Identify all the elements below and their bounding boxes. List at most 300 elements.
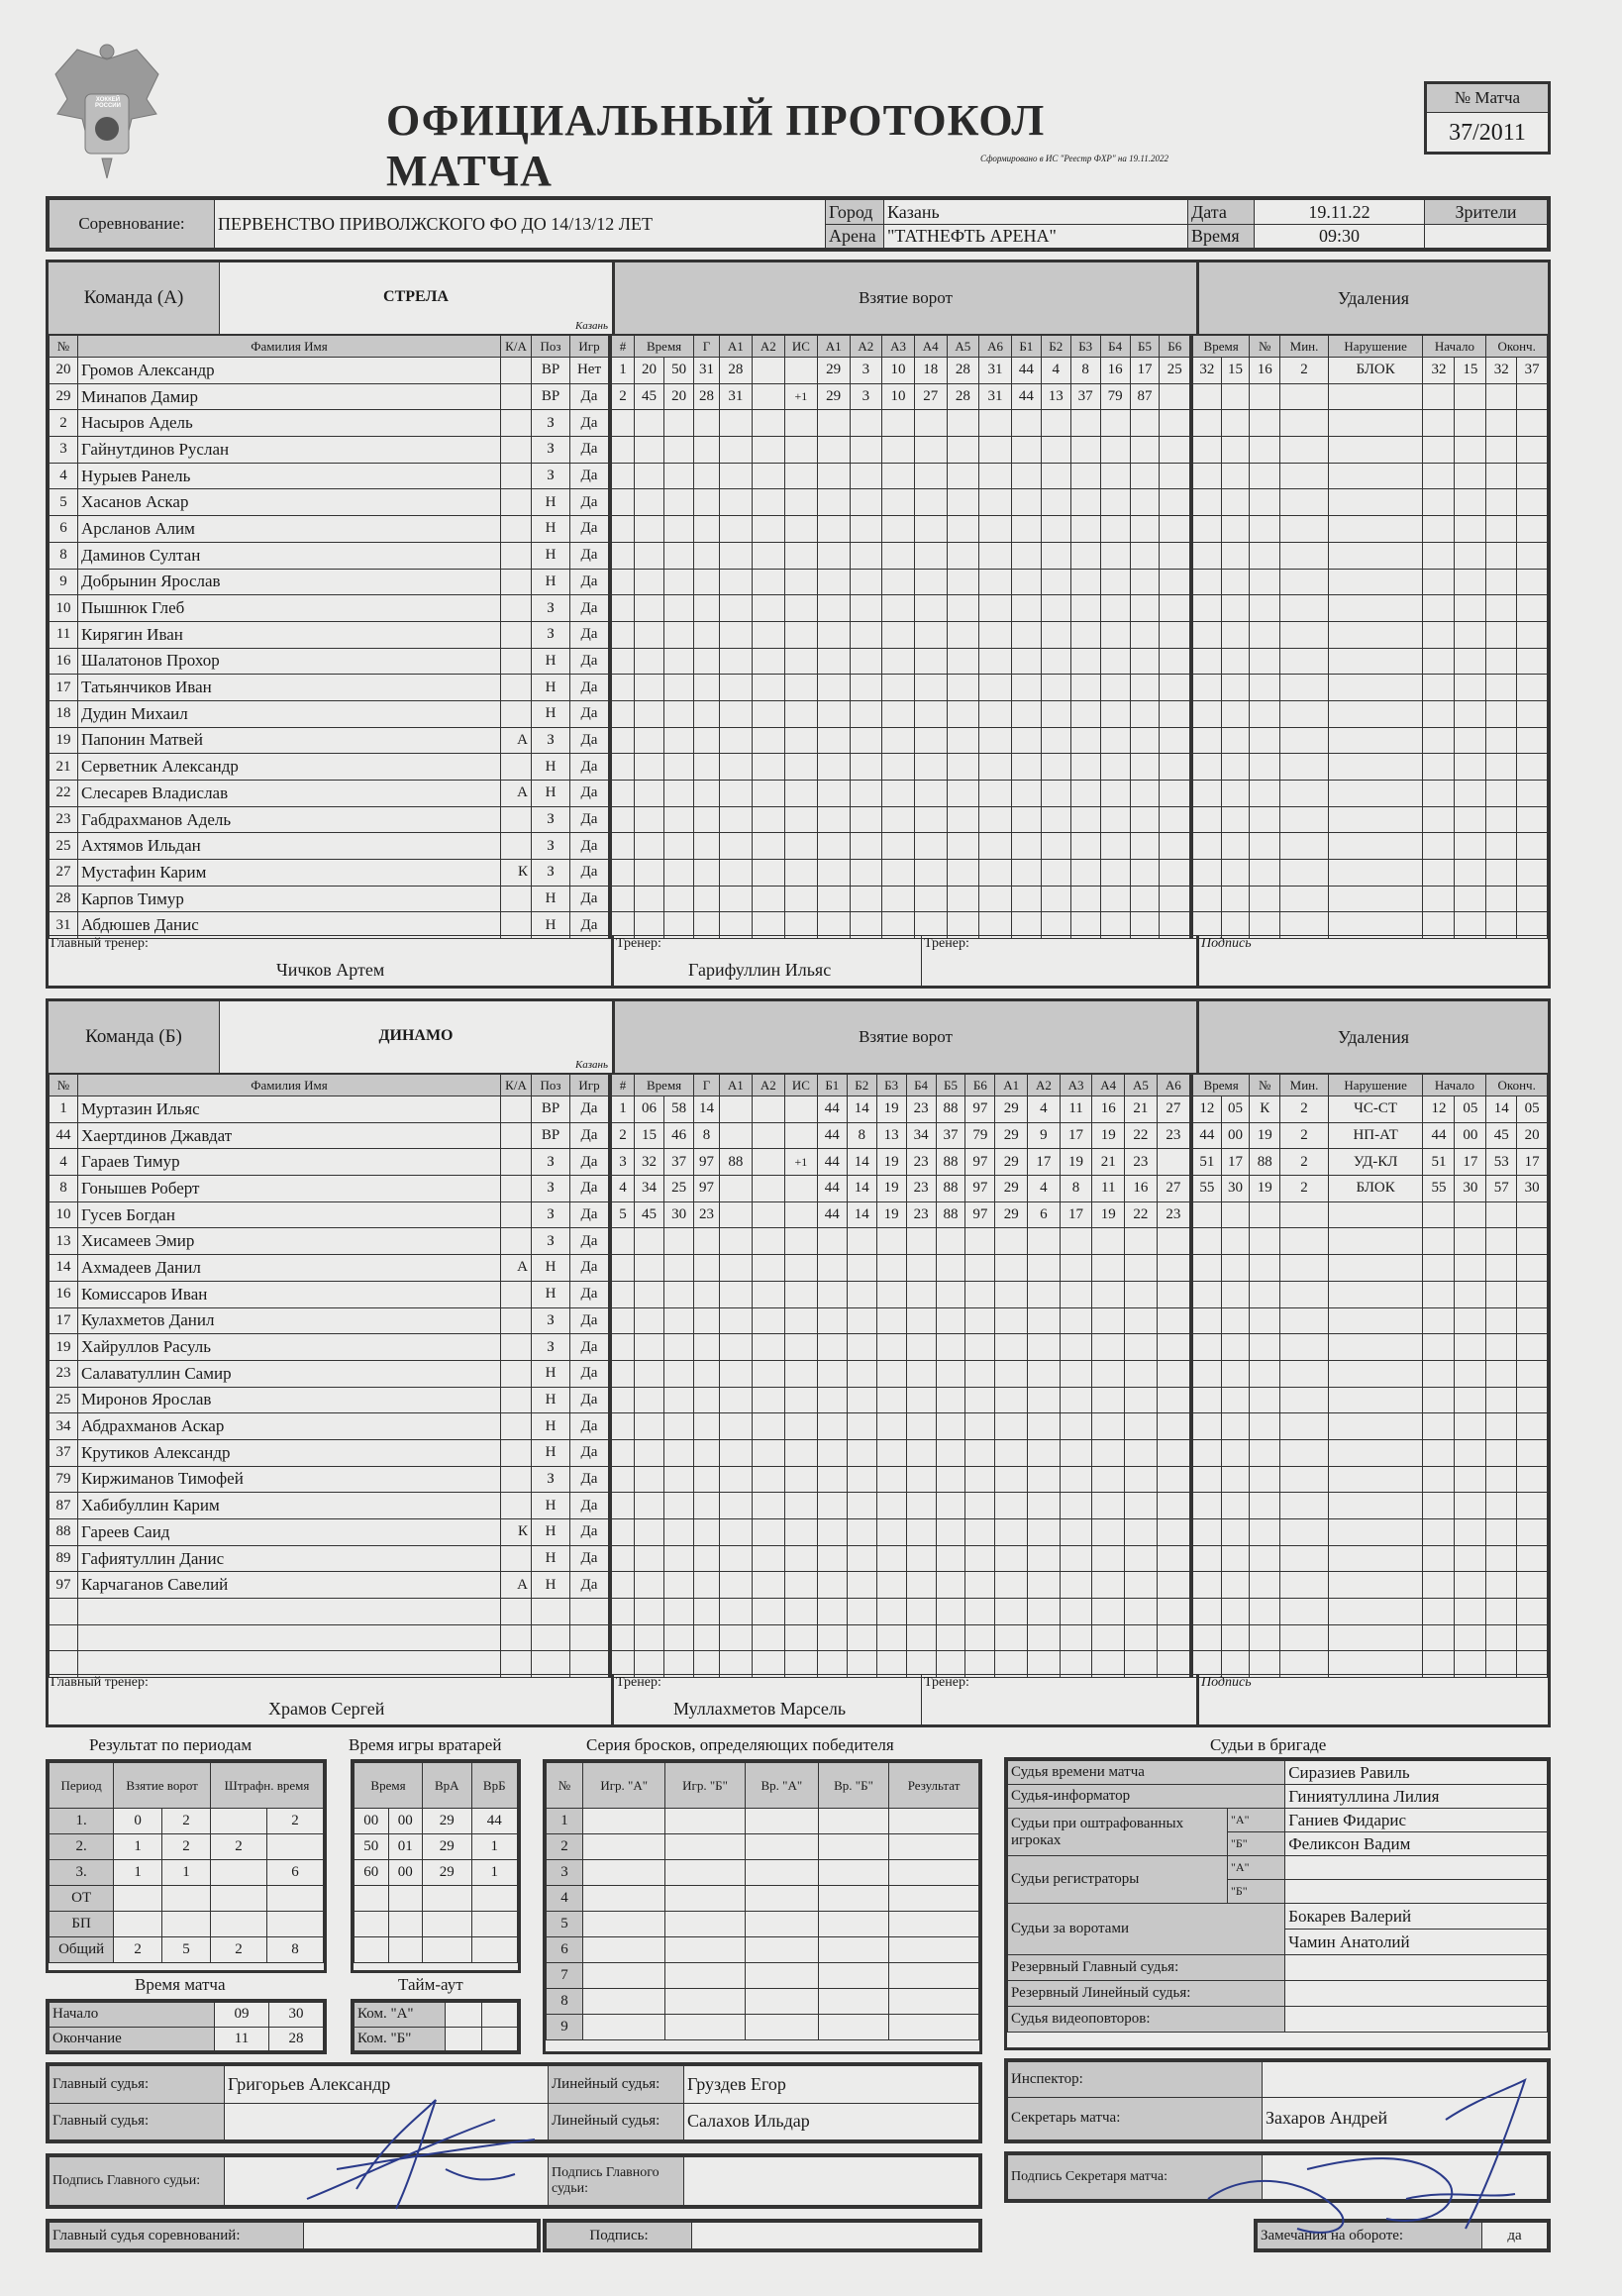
cell: 19 (876, 1176, 906, 1202)
player-row (50, 781, 610, 807)
column-header: Время (1193, 336, 1250, 358)
cell: 9 (1028, 1122, 1061, 1149)
penalty-row (1193, 1307, 1548, 1334)
generated-note: Сформировано в ИС "Реестр ФХР" на 19.11.2022 (980, 154, 1168, 163)
goal-row (612, 1545, 1191, 1572)
cell: Да (570, 1201, 610, 1228)
cell (501, 463, 532, 489)
cell (501, 595, 532, 622)
timeout-title: Тайм-аут (398, 1975, 463, 1994)
cell (501, 1466, 532, 1493)
cell (471, 1912, 518, 1937)
goal-row (612, 569, 1191, 595)
column-header: Б4 (1100, 336, 1130, 358)
cell: 14 (694, 1096, 720, 1123)
goal-judges-label: Судьи за воротами (1008, 1904, 1285, 1955)
cell: 88 (936, 1176, 965, 1202)
cell (501, 542, 532, 569)
cell: Да (570, 595, 610, 622)
cell: Да (570, 648, 610, 675)
penalty-row (1193, 1255, 1548, 1282)
column-header: ВрА (423, 1763, 472, 1809)
penalty-row (1193, 1281, 1548, 1307)
cell: Хаертдинов Джавдат (78, 1122, 501, 1149)
tag-b: "Б" (1228, 1832, 1285, 1856)
team-a-coach (614, 936, 922, 986)
goal-row (612, 410, 1191, 437)
cell: 00 (1221, 1122, 1250, 1149)
cell: Хабибуллин Карим (78, 1493, 501, 1519)
cell: 32 (1193, 358, 1222, 384)
penalty-row (1193, 1176, 1548, 1202)
cell: Да (570, 860, 610, 887)
cell: 2 (1280, 1096, 1329, 1123)
match-number-box (1424, 81, 1551, 155)
line-ref-label: Линейный судья: (549, 2066, 684, 2104)
column-header: Мин. (1280, 336, 1329, 358)
cell: Н (532, 1493, 570, 1519)
column-header: Оконч. (1486, 336, 1548, 358)
goal-row (612, 860, 1191, 887)
cell: 16 (1125, 1176, 1158, 1202)
cell: 97 (965, 1201, 995, 1228)
head-coach-label: Главный тренер: (51, 1675, 149, 1690)
main-ref-label: Главный судья: (50, 2103, 225, 2140)
match-number: 37/2011 (1449, 120, 1526, 146)
column-header: А5 (947, 336, 979, 358)
cell: 79 (1100, 383, 1130, 410)
cell: Хасанов Аскар (78, 489, 501, 516)
cell: 1 (471, 1860, 518, 1886)
cell (1157, 1149, 1190, 1176)
team-a-name: СТРЕЛА (383, 288, 449, 305)
cell: +1 (784, 383, 817, 410)
player-row (50, 886, 610, 912)
cell: 00 (355, 1809, 389, 1834)
cell: 88 (936, 1201, 965, 1228)
cell: Пышнюк Глеб (78, 595, 501, 622)
column-header: Результат (889, 1763, 979, 1809)
logo-text: ХОККЕЙ РОССИИ (95, 97, 121, 109)
cell: 37 (936, 1122, 965, 1149)
cell: 15 (1455, 358, 1486, 384)
cell (501, 569, 532, 595)
penalty-row (1193, 595, 1548, 622)
player-row (50, 1255, 610, 1282)
arena-label: Арена (826, 225, 884, 249)
cell (784, 358, 817, 384)
penalty-row (1193, 727, 1548, 754)
cell (501, 1176, 532, 1202)
cell: 51 (1193, 1149, 1222, 1176)
cell: 4 (50, 1149, 78, 1176)
cell: 29 (995, 1122, 1028, 1149)
cell: 44 (1011, 383, 1041, 410)
player-row (50, 1149, 610, 1176)
cell: 97 (694, 1176, 720, 1202)
player-row (50, 1413, 610, 1440)
cell: 1 (612, 1096, 635, 1123)
cell: Нет (570, 358, 610, 384)
cell: ОТ (50, 1886, 114, 1912)
cell: 44 (50, 1122, 78, 1149)
column-header: Вр. "А" (745, 1763, 818, 1809)
cell: 51 (1423, 1149, 1455, 1176)
team-a-signature (1199, 936, 1548, 986)
cell: 8 (547, 1989, 583, 2015)
competition-label: Соревнование: (50, 200, 215, 249)
cell: Салаватуллин Самир (78, 1360, 501, 1387)
player-row (50, 700, 610, 727)
cell: 5 (612, 1201, 635, 1228)
cell: 88 (936, 1149, 965, 1176)
cell (355, 1912, 389, 1937)
column-header: Г (694, 1075, 720, 1096)
cell: 44 (817, 1096, 847, 1123)
penalty-row (1193, 569, 1548, 595)
column-header: А6 (1157, 1075, 1190, 1096)
cell: Папонин Матвей (78, 727, 501, 754)
cell (501, 1387, 532, 1413)
goal-row (612, 886, 1191, 912)
cell: Абдрахманов Аскар (78, 1413, 501, 1440)
column-header: Фамилия Имя (78, 1075, 501, 1096)
cell: 23 (906, 1201, 936, 1228)
fhr-logo (48, 40, 166, 188)
goal-row (612, 1519, 1191, 1546)
cell: З (532, 1334, 570, 1361)
cell: Да (570, 1493, 610, 1519)
goalie-row (355, 1860, 518, 1886)
cell: 20 (50, 358, 78, 384)
penalty-row (1193, 1334, 1548, 1361)
start-label: Начало (50, 2003, 215, 2028)
cell (1160, 383, 1191, 410)
goal-row (612, 1360, 1191, 1387)
cell: 16 (1100, 358, 1130, 384)
column-header: А4 (914, 336, 947, 358)
player-row (50, 1599, 610, 1625)
goal-row (612, 1122, 1191, 1149)
cell: БЛОК (1328, 1176, 1423, 1202)
goal-judge-2: Чамин Анатолий (1285, 1930, 1548, 1955)
cell (752, 1122, 784, 1149)
cell: 88 (1250, 1149, 1280, 1176)
cell: 17 (1517, 1149, 1548, 1176)
team-b-coach-2 (922, 1675, 1199, 1724)
column-header: А5 (1125, 1075, 1158, 1096)
goal-row (612, 700, 1191, 727)
cell: Да (570, 754, 610, 781)
cell: Дудин Михаил (78, 700, 501, 727)
cell: З (532, 1307, 570, 1334)
cell: Ахтямов Ильдан (78, 833, 501, 860)
cell: 23 (906, 1096, 936, 1123)
cell (501, 1493, 532, 1519)
cell: 4 (1041, 358, 1070, 384)
cell: Да (570, 410, 610, 437)
sig-main-label: Подпись Главного судьи: (50, 2157, 225, 2206)
cell: 4 (50, 463, 78, 489)
cell: Да (570, 489, 610, 516)
cell: Абдюшев Данис (78, 912, 501, 939)
cell: 2 (1280, 358, 1329, 384)
goalie-row (355, 1912, 518, 1937)
cell: Насыров Адель (78, 410, 501, 437)
column-header: Б1 (1011, 336, 1041, 358)
goalie-time-box (351, 1759, 521, 1973)
cell: 18 (914, 358, 947, 384)
cell: А (501, 1572, 532, 1599)
player-row (50, 806, 610, 833)
team-b-signature (1199, 1675, 1548, 1724)
goalie-row (355, 1886, 518, 1912)
cell: 44 (471, 1809, 518, 1834)
cell: Крутиков Александр (78, 1439, 501, 1466)
cell: 44 (1423, 1122, 1455, 1149)
penalty-row (1193, 437, 1548, 464)
sign-label: Подпись: (547, 2223, 692, 2249)
start-hour: 09 (215, 2003, 269, 2028)
penalty-row (1193, 542, 1548, 569)
cell: 00 (1455, 1122, 1486, 1149)
cell: 14 (847, 1176, 876, 1202)
cell: Н (532, 1519, 570, 1546)
cell: 27 (1157, 1176, 1190, 1202)
column-header: К/А (501, 336, 532, 358)
cell: ВР (532, 358, 570, 384)
column-header: Поз (532, 1075, 570, 1096)
cell: 3 (850, 383, 882, 410)
column-header: Нарушение (1328, 1075, 1423, 1096)
cell: 31 (50, 912, 78, 939)
cell: 32 (635, 1149, 664, 1176)
penalty-row (1193, 358, 1548, 384)
cell (501, 806, 532, 833)
cell: Да (570, 1466, 610, 1493)
cell: 14 (847, 1201, 876, 1228)
coach-label: Тренер: (616, 936, 661, 951)
shootout-row (547, 1963, 979, 1989)
competition-name: ПЕРВЕНСТВО ПРИВОЛЖСКОГО ФО ДО 14/13/12 ЛЕТ (215, 200, 826, 249)
cell: 25 (1160, 358, 1191, 384)
cell: 17 (1060, 1201, 1092, 1228)
cell: 25 (664, 1176, 694, 1202)
cell: 19 (1092, 1201, 1125, 1228)
cell (501, 1360, 532, 1387)
player-row (50, 569, 610, 595)
line-ref-1: Груздев Егор (684, 2066, 979, 2104)
cell: 45 (1486, 1122, 1517, 1149)
cell: 3 (612, 1149, 635, 1176)
cell: 05 (1455, 1096, 1486, 1123)
cell: 17 (1130, 358, 1160, 384)
cell: Да (570, 1545, 610, 1572)
cell (719, 1201, 752, 1228)
remarks-value: да (1482, 2223, 1548, 2249)
cell: 29 (423, 1860, 472, 1886)
cell: 37 (1070, 383, 1100, 410)
cell: 06 (635, 1096, 664, 1123)
goal-row (612, 1255, 1191, 1282)
goal-row (612, 542, 1191, 569)
cell: Да (570, 700, 610, 727)
main-ref-1: Григорьев Александр (225, 2066, 549, 2104)
chief-referee-box (46, 2219, 541, 2252)
cell: Киржиманов Тимофей (78, 1466, 501, 1493)
cell (388, 1937, 423, 1963)
informer-name: Гиниятуллина Лилия (1285, 1785, 1548, 1809)
cell: 45 (635, 383, 664, 410)
cell: 14 (50, 1255, 78, 1282)
cell: Н (532, 1545, 570, 1572)
cell: 23 (50, 1360, 78, 1387)
column-header: № (1250, 1075, 1280, 1096)
cell: З (532, 833, 570, 860)
player-row (50, 1387, 610, 1413)
column-header: Период (50, 1763, 114, 1809)
cell: НП-АТ (1328, 1122, 1423, 1149)
cell: Н (532, 516, 570, 543)
penalty-row (1193, 1572, 1548, 1599)
cell: 58 (664, 1096, 694, 1123)
cell: Да (570, 1572, 610, 1599)
cell: 25 (50, 833, 78, 860)
cell: Гареев Саид (78, 1519, 501, 1546)
goal-row (612, 754, 1191, 781)
penalty-row (1193, 1201, 1548, 1228)
cell: 23 (694, 1201, 720, 1228)
column-header: Начало (1423, 336, 1486, 358)
penalty-row (1193, 1413, 1548, 1440)
cell: 2 (547, 1834, 583, 1860)
cell: 2 (1280, 1122, 1329, 1149)
shootout-row (547, 2015, 979, 2040)
cell: 7 (547, 1963, 583, 1989)
cell: 57 (1486, 1176, 1517, 1202)
column-header: Вр. "Б" (818, 1763, 888, 1809)
goal-row (612, 1176, 1191, 1202)
cell: 05 (1221, 1096, 1250, 1123)
cell (471, 1937, 518, 1963)
cell (752, 1201, 784, 1228)
cell (423, 1886, 472, 1912)
cell: 2 (1280, 1176, 1329, 1202)
team-b-label: Команда (Б) (49, 1001, 220, 1073)
penalty-judge-a: Ганиев Фидарис (1285, 1809, 1548, 1832)
cell: 5 (162, 1937, 211, 1963)
coach-2-label: Тренер: (924, 1675, 969, 1690)
cell: Н (532, 648, 570, 675)
cell: Кирягин Иван (78, 621, 501, 648)
cell: 4 (612, 1176, 635, 1202)
cell: 19 (1092, 1122, 1125, 1149)
cell: 44 (1011, 358, 1041, 384)
tag-a: "А" (1228, 1809, 1285, 1832)
penalty-row (1193, 1096, 1548, 1123)
player-row (50, 410, 610, 437)
team-a-roster (49, 335, 611, 939)
cell: Гусев Богдан (78, 1201, 501, 1228)
penalty-row (1193, 860, 1548, 887)
referees-box (1004, 1757, 1551, 2050)
cell: 23 (906, 1176, 936, 1202)
period-row (50, 1809, 324, 1834)
goal-row (612, 1493, 1191, 1519)
penalty-row (1193, 781, 1548, 807)
penalty-row (1193, 1624, 1548, 1651)
cell: Н (532, 489, 570, 516)
column-header: Игр (570, 1075, 610, 1096)
player-row (50, 463, 610, 489)
cell: Да (570, 886, 610, 912)
player-row (50, 1307, 610, 1334)
cell: Н (532, 1413, 570, 1440)
city-label: Город (826, 200, 884, 225)
cell: Ахмадеев Данил (78, 1255, 501, 1282)
cell: Кулахметов Данил (78, 1307, 501, 1334)
cell: К (501, 1519, 532, 1546)
cell: Миронов Ярослав (78, 1387, 501, 1413)
cell (501, 1281, 532, 1307)
secretary-name: Захаров Андрей (1263, 2097, 1548, 2139)
cell: 12 (1193, 1096, 1222, 1123)
end-label: Окончание (50, 2027, 215, 2051)
cell: 15 (635, 1122, 664, 1149)
cell (501, 410, 532, 437)
column-header: № (1250, 336, 1280, 358)
column-header: Оконч. (1486, 1075, 1548, 1096)
cell: 8 (694, 1122, 720, 1149)
cell: 2. (50, 1834, 114, 1860)
team-a-penalties-header: Удаления (1199, 262, 1548, 334)
team-a-head-coach (49, 936, 614, 986)
player-row (50, 1201, 610, 1228)
cell: 3 (547, 1860, 583, 1886)
cell: Н (532, 1572, 570, 1599)
team-b-penalties-table (1192, 1074, 1548, 1678)
cell: 19 (1250, 1176, 1280, 1202)
column-header: Поз (532, 336, 570, 358)
end-hour: 11 (215, 2027, 269, 2051)
cell: 01 (388, 1834, 423, 1860)
player-row (50, 1334, 610, 1361)
cell: 15 (1221, 358, 1250, 384)
cell (355, 1886, 389, 1912)
cell: Да (570, 1149, 610, 1176)
page-title: ОФИЦИАЛЬНЫЙ ПРОТОКОЛ МАТЧА (386, 96, 1046, 195)
cell: 19 (876, 1201, 906, 1228)
cell: 17 (1060, 1122, 1092, 1149)
cell: 1 (162, 1860, 211, 1886)
sig-main-label-2: Подпись Главного судьи: (549, 2157, 684, 2206)
column-header: Штрафн. время (210, 1763, 323, 1809)
goalie-row (355, 1834, 518, 1860)
penalty-row (1193, 675, 1548, 701)
cell: 9 (547, 2015, 583, 2040)
column-header: № (547, 1763, 583, 1809)
player-row (50, 1122, 610, 1149)
penalty-row (1193, 1149, 1548, 1176)
team-a-label: Команда (А) (49, 262, 220, 334)
player-row (50, 1545, 610, 1572)
arena-value: "ТАТНЕФТЬ АРЕНА" (884, 225, 1188, 249)
column-header: № (50, 336, 78, 358)
cell (501, 1096, 532, 1123)
cell: Минапов Дамир (78, 383, 501, 410)
remarks-label: Замечания на обороте: (1258, 2223, 1482, 2249)
cell: 34 (906, 1122, 936, 1149)
